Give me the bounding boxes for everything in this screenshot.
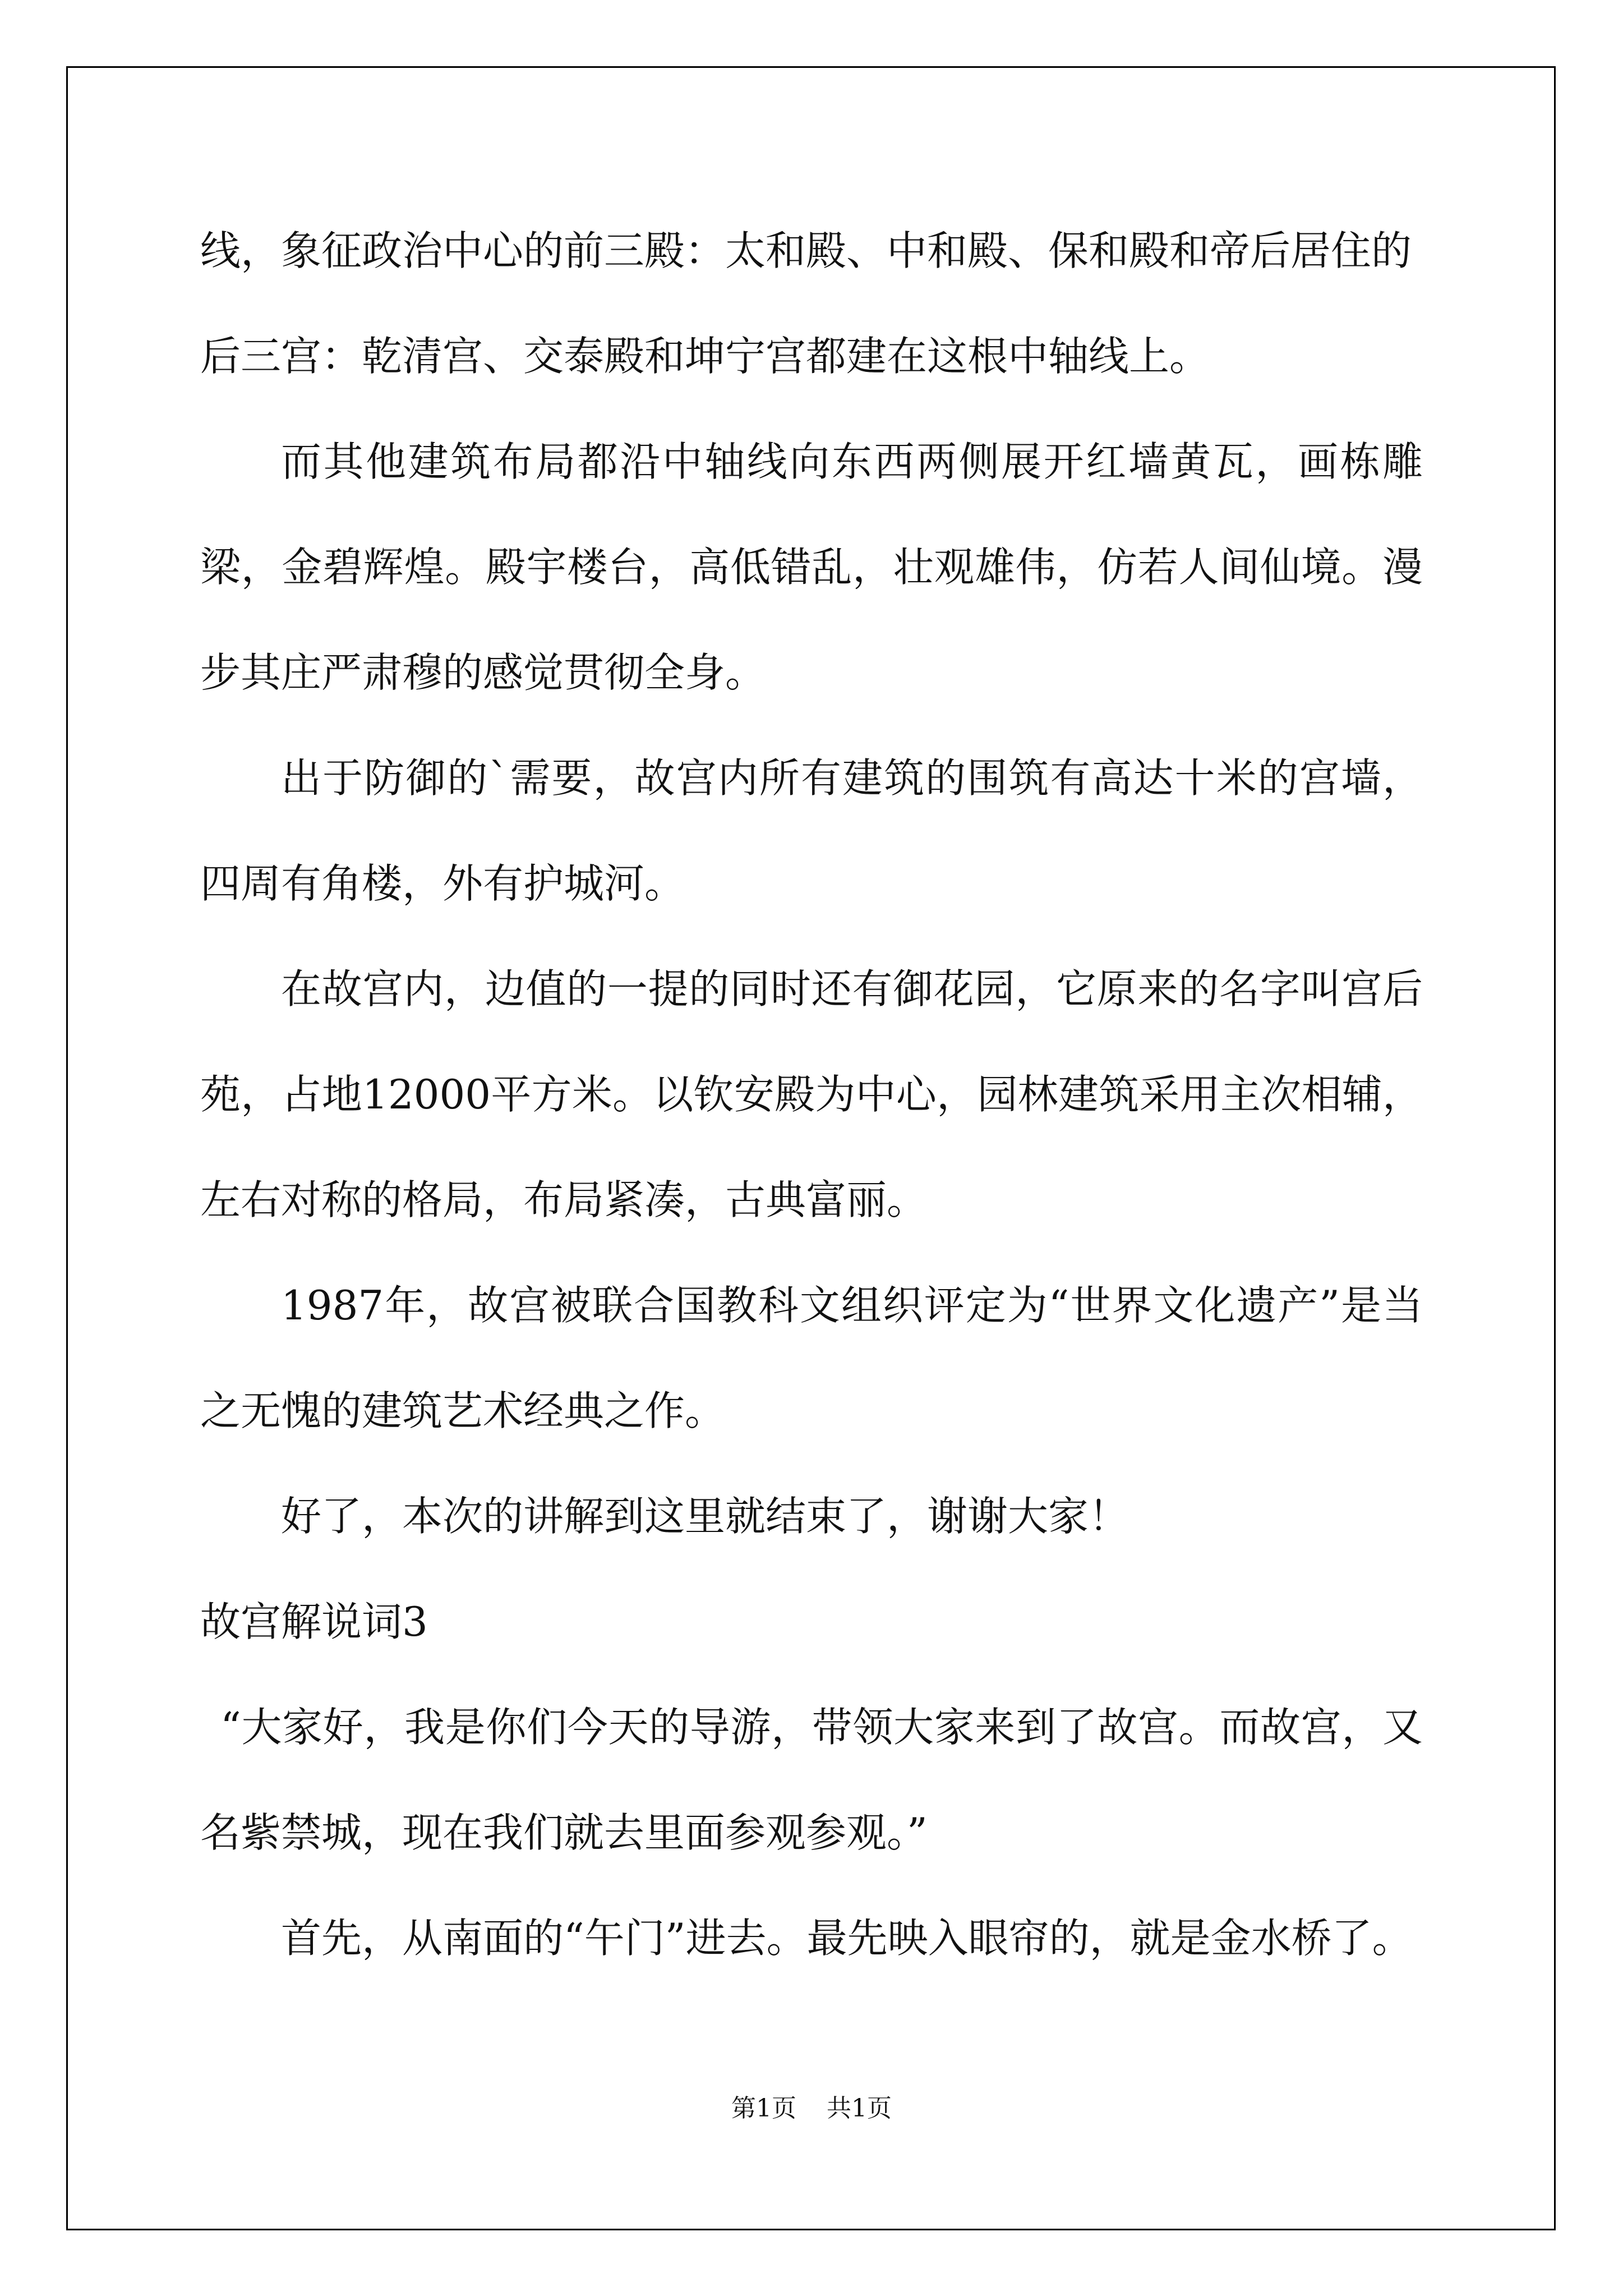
page-total: 共1页 bbox=[827, 2094, 892, 2123]
paragraph-continuation: 线，象征政治中心的前三殿：太和殿、中和殿、保和殿和帝后居住的后三宫：乾清宫、交泰殿和坤宁宫都建在这根中轴线上。 bbox=[200, 227, 1412, 380]
page-footer bbox=[0, 2088, 1623, 2124]
paragraph: 1987年，故宫被联合国教科文组织评定为“世界文化遗产”是当之无愧的建筑艺术经典之作。 bbox=[200, 1282, 1423, 1434]
paragraph: 而其他建筑布局都沿中轴线向东西两侧展开红墙黄瓦，画栋雕梁，金碧辉煌。殿宇楼台，高低错乱，壮观雄伟，仿若人间仙境。漫步其庄严肃穆的感觉贯彻全身。 bbox=[200, 438, 1423, 696]
paragraph: 出于防御的`需要，故宫内所有建筑的围筑有高达十米的宫墙，四周有角楼，外有护城河。 bbox=[200, 754, 1423, 907]
quote-paragraph: “大家好，我是你们今天的导游，带领大家来到了故宫。而故宫，又名紫禁城，现在我们就去里面参观参观。” bbox=[200, 1704, 1423, 1856]
paragraph: 好了，本次的讲解到这里就结束了，谢谢大家！ bbox=[281, 1493, 1129, 1540]
paragraph: 首先，从南面的“午门”进去。最先映入眼帘的，就是金水桥了。 bbox=[281, 1915, 1413, 1962]
paragraph: 在故宫内，边值的一提的同时还有御花园，它原来的名字叫宫后苑，占地12000平方米。以钦安殿为中心，园林建筑采用主次相辅，左右对称的格局，布局紧凑，古典富丽。 bbox=[200, 965, 1423, 1223]
page-number: 第1页 bbox=[731, 2094, 796, 2123]
section-heading: 故宫解说词3 bbox=[200, 1598, 428, 1645]
document-body bbox=[200, 198, 1423, 1991]
